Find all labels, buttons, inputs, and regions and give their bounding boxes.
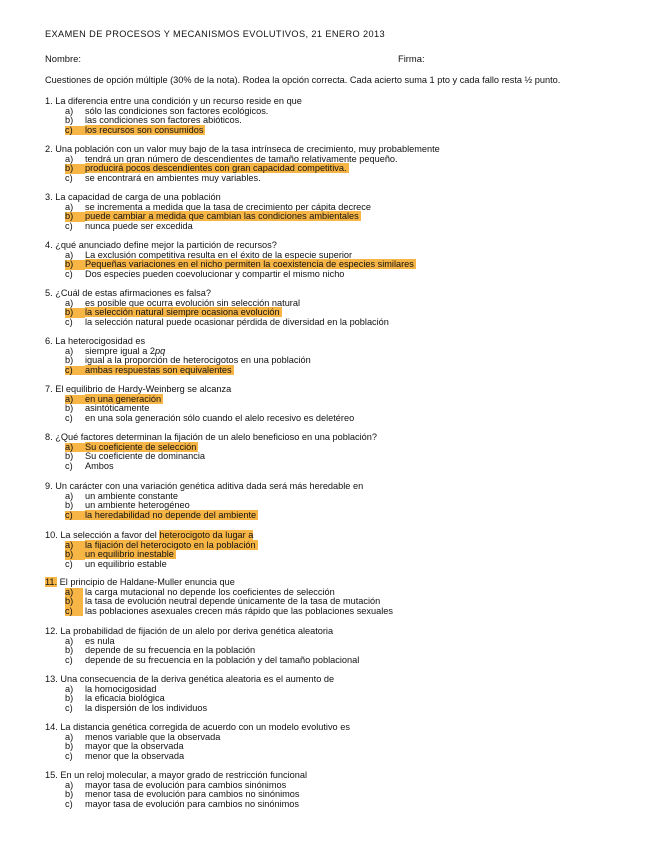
question-10 <box>45 531 620 569</box>
option-text: Pequeñas variaciones en el nicho permiten la coexistencia de especies similares <box>85 259 414 270</box>
option-text: la heredabilidad no depende del ambiente <box>85 509 257 520</box>
option-text: depende de su frecuencia en la población y del tamaño poblacional <box>85 654 360 665</box>
question-14 <box>45 723 620 761</box>
option-text: ambas respuestas son equivalentes <box>85 364 232 375</box>
question-1 <box>45 97 620 135</box>
question-stem: 14. La distancia genética corregida de acuerdo con un modelo evolutivo es <box>45 722 350 732</box>
option-text: un ambiente constante <box>85 490 178 501</box>
option-letter: b) <box>65 260 85 270</box>
option-letter: b) <box>65 645 74 656</box>
option-text: un equilibrio estable <box>85 558 167 569</box>
question-stem: 5. ¿Cuál de estas afirmaciones es falsa? <box>45 288 211 298</box>
option-letter: b) <box>65 212 85 222</box>
option-c[interactable] <box>45 462 620 472</box>
option-text: siempre igual a 2pq <box>85 345 166 356</box>
exam-title: EXAMEN DE PROCESOS Y MECANISMOS EVOLUTIVOS, 21 ENERO 2013 <box>45 29 386 39</box>
option-c[interactable] <box>45 318 620 328</box>
option-text: la dispersión de los individuos <box>85 702 208 713</box>
option-letter: c) <box>65 798 73 809</box>
option-text: un equilibrio inestable <box>85 549 174 560</box>
option-text: depende de su frecuencia en la población <box>85 645 256 656</box>
question-11 <box>45 578 620 616</box>
question-stem: 9. Un carácter con una variación genética aditiva dada será más heredable en <box>45 481 364 491</box>
question-stem: 1. La diferencia entre una condición y un recurso reside en que <box>45 96 302 106</box>
option-c[interactable] <box>45 222 620 232</box>
question-stem: 15. En un reloj molecular, a mayor grado de restricción funcional <box>45 770 307 780</box>
option-c-highlighted[interactable] <box>45 126 620 136</box>
question-5 <box>45 289 620 327</box>
option-text: se incrementa a medida que la tasa de crecimiento per cápita decrece <box>85 201 371 212</box>
option-c[interactable] <box>45 560 620 570</box>
question-stem: 12. La probabilidad de fijación de un alelo por deriva genética aleatoria <box>45 626 334 636</box>
option-text: la tasa de evolución neutral depende únicamente de la tasa de mutación <box>85 596 381 607</box>
option-c[interactable] <box>45 174 620 184</box>
question-15 <box>45 771 620 809</box>
option-letter: c) <box>65 220 73 231</box>
option-letter: a) <box>65 249 74 260</box>
question-4 <box>45 241 620 279</box>
stem-number-highlight: 11. <box>45 577 58 587</box>
question-stem: 2. Una población con un valor muy bajo de la tasa intrínseca de crecimiento, muy probablemente <box>45 144 440 154</box>
option-text: menor que la observada <box>85 750 185 761</box>
question-9 <box>45 482 620 520</box>
stem-text: 10. La selección a favor del <box>45 530 160 540</box>
option-letter: b) <box>65 500 74 511</box>
option-c-highlighted[interactable] <box>45 511 620 521</box>
option-text: menos variable que la observada <box>85 731 221 742</box>
option-letter: a) <box>65 541 85 551</box>
option-letter: b) <box>65 550 85 560</box>
option-text: sólo las condiciones son factores ecológicos. <box>85 105 269 116</box>
option-letter: c) <box>65 460 73 471</box>
option-text: nunca puede ser excedida <box>85 220 193 231</box>
question-3 <box>45 193 620 231</box>
option-text: la carga mutacional no depende los coeficientes de selección <box>85 586 335 597</box>
option-c[interactable] <box>45 704 620 714</box>
question-stem: 7. El equilibrio de Hardy-Weinberg se alcanza <box>45 384 232 394</box>
option-letter: c) <box>65 172 73 183</box>
option-text: se encontrará en ambientes muy variables. <box>85 172 261 183</box>
option-text: en una generación <box>85 393 162 404</box>
question-stem: 4. ¿qué anunciado define mejor la partición de recursos? <box>45 240 277 250</box>
option-letter: c) <box>65 702 73 713</box>
option-text: asintóticamente <box>85 403 150 414</box>
option-c[interactable] <box>45 800 620 810</box>
option-letter: c) <box>65 558 73 569</box>
option-text: la selección natural siempre ocasiona evolución <box>85 307 280 318</box>
option-text: producirá pocos descendientes con gran capacidad competitiva. <box>85 163 347 174</box>
question-8 <box>45 433 620 471</box>
option-letter: a) <box>65 779 74 790</box>
option-text: la fijación del heterocigoto en la población <box>85 539 256 550</box>
option-letter: a) <box>65 297 74 308</box>
option-letter: b) <box>65 693 74 704</box>
option-letter: a) <box>65 395 85 405</box>
option-letter: c) <box>65 412 73 423</box>
option-text: igual a la proporción de heterocigotos en una población <box>85 355 311 366</box>
question-2 <box>45 145 620 183</box>
question-13 <box>45 675 620 713</box>
option-letter: a) <box>65 490 74 501</box>
option-text: la selección natural puede ocasionar pérdida de diversidad en la población <box>85 316 389 327</box>
option-letter: a) <box>65 588 83 598</box>
option-letter: b) <box>65 164 85 174</box>
option-text: es nula <box>85 635 115 646</box>
option-letter: a) <box>65 683 74 694</box>
option-text: tendrá un gran número de descendientes de tamaño relativamente pequeño. <box>85 153 398 164</box>
option-letter: c) <box>65 511 85 521</box>
option-letter: c) <box>65 126 85 136</box>
option-letter: a) <box>65 201 74 212</box>
option-text: menor tasa de evolución para cambios no sinónimos <box>85 789 300 800</box>
option-text: La exclusión competitiva resulta en el éxito de la especie superior <box>85 249 353 260</box>
option-letter: c) <box>65 316 73 327</box>
option-letter: a) <box>65 153 74 164</box>
option-c[interactable] <box>45 656 620 666</box>
option-text: en una sola generación sólo cuando el alelo recesivo es deletéreo <box>85 412 355 423</box>
option-letter: c) <box>65 366 85 376</box>
question-stem: 3. La capacidad de carga de una población <box>45 192 221 202</box>
option-text: las poblaciones asexuales crecen más rápido que las poblaciones sexuales <box>85 605 393 616</box>
option-text: mayor que la observada <box>85 741 184 752</box>
option-c[interactable] <box>45 270 620 280</box>
question-stem: 6. La heterocigosidad es <box>45 336 146 346</box>
instructions: Cuestiones de opción múltiple (30% de la nota). Rodea la opción correcta. Cada acierto suma 1 pto y cada fallo resta ½ punto. <box>45 75 561 85</box>
option-c-highlighted[interactable] <box>45 366 620 376</box>
option-text: la eficacia biológica <box>85 693 165 704</box>
option-text: Su coeficiente de selección <box>85 441 197 452</box>
stem-highlight: heterocigoto da lugar a <box>159 530 254 540</box>
option-text: la homocigosidad <box>85 683 157 694</box>
option-text: mayor tasa de evolución para cambios sinónimos <box>85 779 287 790</box>
question-12 <box>45 627 620 665</box>
option-c[interactable] <box>45 752 620 762</box>
option-c[interactable] <box>45 414 620 424</box>
nombre-label: Nombre: <box>45 53 81 64</box>
option-letter: b) <box>65 308 85 318</box>
option-text: Dos especies pueden coevolucionar y compartir el mismo nicho <box>85 268 345 279</box>
question-stem: 8. ¿Qué factores determinan la fijación de un alelo beneficioso en una población? <box>45 432 377 442</box>
question-6 <box>45 337 620 375</box>
option-letter: c) <box>65 268 73 279</box>
option-c[interactable] <box>45 607 620 617</box>
question-7 <box>45 385 620 423</box>
option-letter: b) <box>65 355 74 366</box>
option-text: puede cambiar a medida que cambian las condiciones ambientales <box>85 211 359 222</box>
firma-label: Firma: <box>398 53 425 64</box>
option-letter: c) <box>65 654 73 665</box>
option-letter: b) <box>65 115 74 126</box>
option-text: un ambiente heterogéneo <box>85 500 190 511</box>
option-letter: b) <box>65 741 74 752</box>
option-letter: b) <box>65 451 74 462</box>
option-letter: b) <box>65 597 83 607</box>
question-stem: 13. Una consecuencia de la deriva genética aleatoria es el aumento de <box>45 674 335 684</box>
option-letter: a) <box>65 105 74 116</box>
option-text: los recursos son consumidos <box>85 124 204 135</box>
option-text: es posible que ocurra evolución sin selección natural <box>85 297 301 308</box>
option-letter: a) <box>65 345 74 356</box>
option-b[interactable] <box>45 452 620 462</box>
option-letter: a) <box>65 731 74 742</box>
option-letter: c) <box>65 750 73 761</box>
option-text: Ambos <box>85 460 114 471</box>
option-letter: a) <box>65 443 85 453</box>
option-text: las condiciones son factores abióticos. <box>85 115 242 126</box>
option-text: Su coeficiente de dominancia <box>85 451 206 462</box>
stem-text: El principio de Haldane-Muller enuncia que <box>57 577 235 587</box>
option-letter: b) <box>65 403 74 414</box>
option-letter: c) <box>65 607 83 617</box>
option-text: mayor tasa de evolución para cambios no sinónimos <box>85 798 299 809</box>
option-letter: b) <box>65 789 74 800</box>
option-letter: a) <box>65 635 74 646</box>
